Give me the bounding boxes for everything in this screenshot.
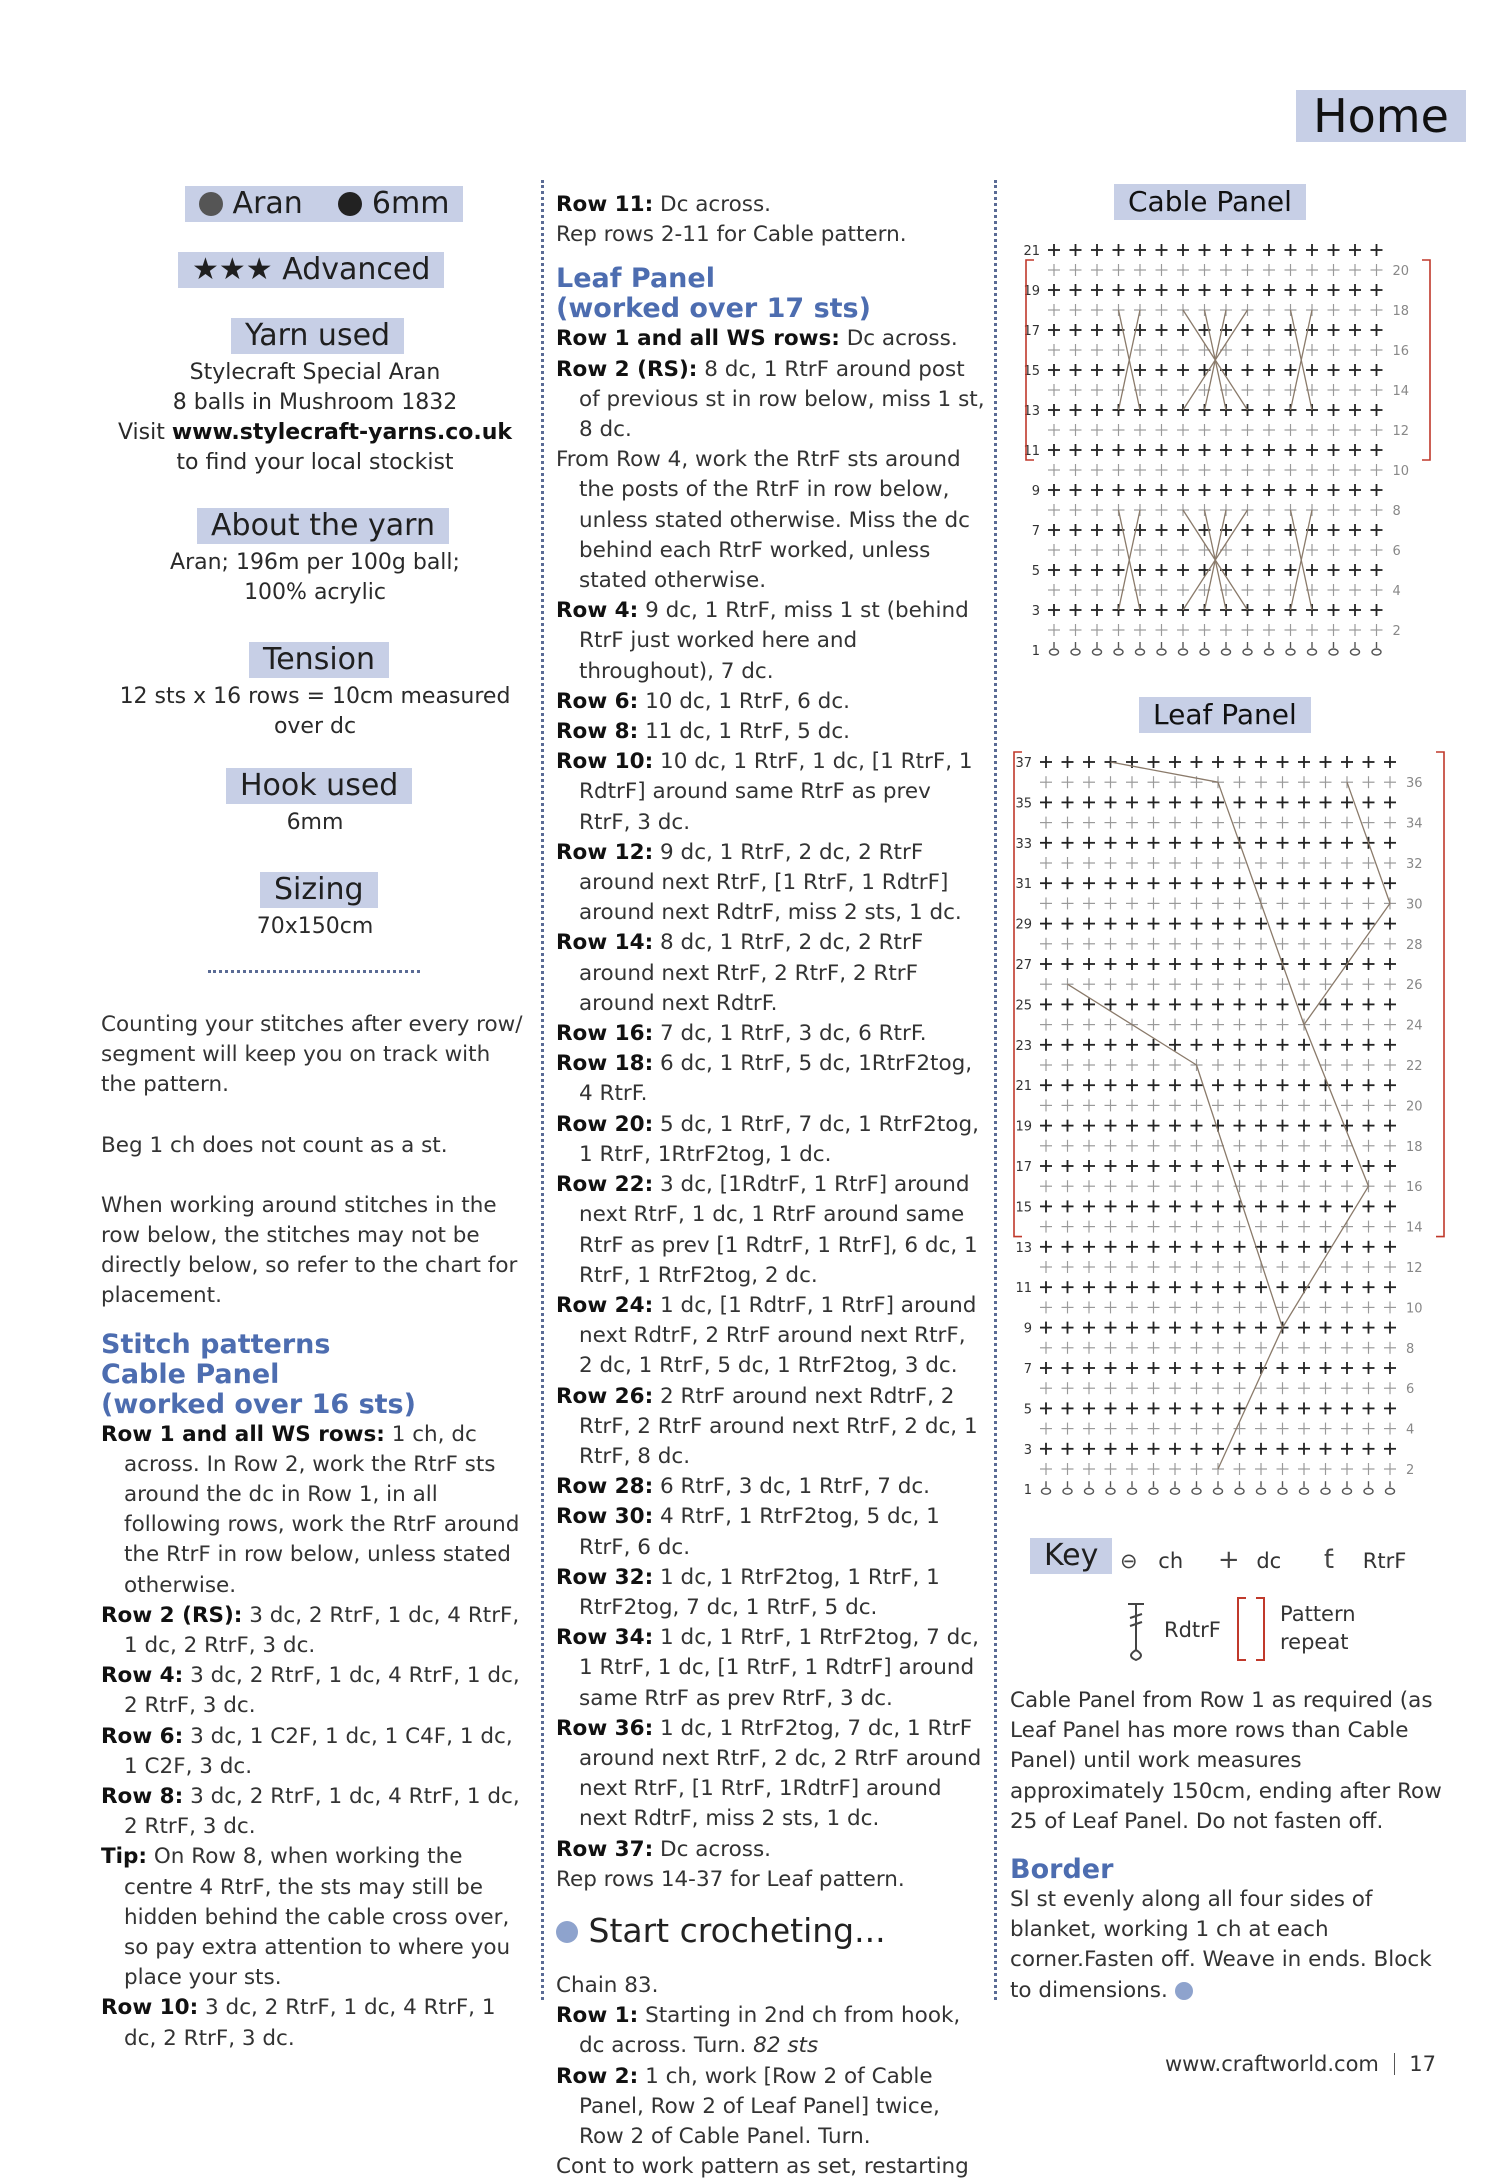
row-label: Row 2 (RS): bbox=[101, 1602, 243, 1628]
key-rtrf-label: RtrF bbox=[1362, 1549, 1407, 1573]
row-text: 1 ch, dc across. In Row 2, work the RtrF sts around the dc in Row 1, in all following rows, work the RtrF around the RtrF in row below, unless stated otherwise. bbox=[124, 1421, 520, 1598]
row-number-right: 36 bbox=[1406, 776, 1423, 792]
leaf-row-10 bbox=[556, 1019, 986, 1049]
column-divider-left bbox=[541, 180, 544, 2000]
visit-prefix: Visit bbox=[117, 420, 172, 445]
row-label: Row 22: bbox=[556, 1172, 654, 1198]
about-yarn-title: About the yarn bbox=[197, 508, 449, 544]
leaf-row-21 bbox=[556, 1835, 986, 1865]
cable-row-cont-1 bbox=[556, 190, 986, 220]
leaf-row-12 bbox=[556, 1110, 986, 1170]
row-number-left: 21 bbox=[1015, 1079, 1032, 1095]
cable-row-4 bbox=[101, 1722, 526, 1782]
row-number-left: 15 bbox=[1015, 1200, 1032, 1216]
key-ch-label: ch bbox=[1158, 1549, 1184, 1573]
chain-symbol-icon: ⊖ bbox=[1120, 1549, 1138, 1573]
row-number-right: 16 bbox=[1392, 344, 1410, 359]
chain-stitch bbox=[1192, 1488, 1201, 1494]
chain-stitch bbox=[1171, 1488, 1180, 1494]
row-number-right: 6 bbox=[1406, 1382, 1415, 1398]
yarn-ball-icon bbox=[199, 192, 223, 216]
row-text: 1 dc, 1 RtrF, 1 RtrF2tog, 7 dc, 1 RtrF, 1 dc, [1 RtrF, 1 RdtrF] around same RtrF as prev RtrF, 3 dc. bbox=[579, 1625, 979, 1711]
row-number-right: 4 bbox=[1392, 584, 1401, 599]
row-text: 11 dc, 1 RtrF, 5 dc. bbox=[638, 719, 850, 745]
row-number-left: 1 bbox=[1023, 1483, 1032, 1499]
yarn-ball-icon bbox=[556, 1921, 578, 1943]
key-repeat-line-1: Pattern bbox=[1280, 1602, 1356, 1626]
row-number-left: 7 bbox=[1031, 524, 1040, 539]
yarn-ball-end-icon bbox=[1175, 1982, 1193, 2000]
key-title: Key bbox=[1030, 1538, 1112, 1574]
row-text: Chain 83. bbox=[556, 1972, 659, 1998]
chain-stitch bbox=[1157, 649, 1166, 655]
row-label: Row 26: bbox=[556, 1383, 654, 1409]
yarn-weight-badge bbox=[185, 186, 463, 222]
row-number-right: 34 bbox=[1406, 816, 1423, 832]
stitch-count: 82 sts bbox=[753, 2033, 819, 2059]
right-text-column bbox=[1010, 1686, 1450, 2006]
leaf-row-18 bbox=[556, 1563, 986, 1623]
row-number-left: 7 bbox=[1023, 1362, 1032, 1377]
chain-stitch bbox=[1071, 649, 1080, 655]
yarn-used-title: Yarn used bbox=[231, 318, 404, 354]
border-paragraph bbox=[1010, 1885, 1450, 2006]
row-number-right: 4 bbox=[1406, 1422, 1415, 1438]
row-number-left: 31 bbox=[1015, 877, 1032, 893]
leaf-post-line bbox=[1111, 762, 1219, 782]
row-text: 3 dc, [1RdtrF, 1 RtrF] around next RtrF, 1 dc, 1 RtrF around same RtrF as prev [1 RdtrF, 1 RtrF], 6 dc, 1 RtrF, 1 RtrF2tog, 2 dc. bbox=[579, 1172, 978, 1288]
row-label: Tip: bbox=[101, 1844, 148, 1870]
row-number-left: 29 bbox=[1015, 917, 1032, 933]
row-text: 8 dc, 1 RtrF around post of previous st in row below, miss 1 st, 8 dc. bbox=[579, 356, 985, 443]
stylecraft-link[interactable]: www.stylecraft-yarns.co.uk bbox=[171, 420, 513, 445]
row-number-right: 18 bbox=[1392, 304, 1410, 319]
chain-stitch bbox=[1243, 649, 1252, 655]
row-text: 5 dc, 1 RtrF, 7 dc, 1 RtrF2tog, 1 RtrF, 1RtrF2tog, 1 dc. bbox=[579, 1111, 979, 1167]
row-number-right: 10 bbox=[1392, 464, 1410, 479]
rdtrf-symbol-icon bbox=[1124, 1600, 1148, 1662]
cable-rows-continued bbox=[556, 190, 986, 250]
leaf-row-20 bbox=[556, 1714, 986, 1835]
row-number-right: 20 bbox=[1392, 264, 1410, 279]
row-label: Row 10: bbox=[101, 1995, 199, 2021]
chain-stitch bbox=[1222, 649, 1231, 655]
footer bbox=[1165, 2052, 1436, 2076]
row-text: 2 RtrF around next RdtrF, 2 RtrF, 2 RtrF around next RtrF, 2 dc, 1 RtrF, 8 dc. bbox=[579, 1383, 978, 1469]
leaf-row-3 bbox=[556, 445, 986, 596]
section-tab-home: Home bbox=[1296, 90, 1466, 142]
row-label: Row 37: bbox=[556, 1836, 654, 1862]
border-text: Sl st evenly along all four sides of blanket, working 1 ch at each corner.Fasten off. Weave in ends. Block to dimensions. bbox=[1010, 1887, 1432, 2003]
row-number-right: 28 bbox=[1406, 937, 1423, 953]
tension-line-2: over dc bbox=[273, 714, 357, 739]
row-number-left: 9 bbox=[1023, 1321, 1032, 1337]
row-number-left: 17 bbox=[1023, 324, 1040, 339]
difficulty-label: Advanced bbox=[282, 252, 431, 287]
chain-stitch bbox=[1286, 649, 1295, 655]
leaf-row-2 bbox=[556, 355, 986, 446]
row-label: Row 11: bbox=[556, 192, 654, 217]
cable-row-2 bbox=[101, 1601, 526, 1661]
chain-stitch bbox=[1093, 649, 1102, 655]
row-label: Row 8: bbox=[101, 1784, 184, 1810]
rtrf-symbol-icon: ƭ bbox=[1323, 1545, 1335, 1575]
row-number-right: 14 bbox=[1392, 384, 1410, 399]
row-number-left: 3 bbox=[1031, 604, 1040, 619]
star-rating-icon: ★★★ bbox=[192, 252, 273, 287]
leaf-row-13 bbox=[556, 1170, 986, 1291]
sizing-value: 70x150cm bbox=[256, 914, 374, 939]
start-title-text: Start crocheting... bbox=[588, 1910, 886, 1950]
row-text: 3 dc, 2 RtrF, 1 dc, 4 RtrF, 1 dc, 2 RtrF, 3 dc. bbox=[124, 1784, 520, 1840]
row-text: 10 dc, 1 RtrF, 6 dc. bbox=[638, 688, 850, 714]
cable-chart-title: Cable Panel bbox=[1114, 184, 1306, 220]
row-label: Row 4: bbox=[101, 1663, 184, 1689]
chain-stitch bbox=[1063, 1488, 1072, 1494]
row-number-right: 22 bbox=[1406, 1059, 1423, 1074]
leaf-row-5 bbox=[556, 687, 986, 717]
row-text: 3 dc, 1 C2F, 1 dc, 1 C4F, 1 dc, 1 C2F, 3 dc. bbox=[124, 1723, 513, 1779]
dc-symbol-icon: + bbox=[1217, 1545, 1240, 1575]
row-number-right: 12 bbox=[1406, 1261, 1423, 1276]
chain-stitch bbox=[1085, 1488, 1094, 1494]
row-text: 4 RtrF, 1 RtrF2tog, 5 dc, 1 RtrF, 6 dc. bbox=[579, 1504, 940, 1560]
leaf-row-11 bbox=[556, 1049, 986, 1109]
dotted-divider bbox=[208, 970, 420, 973]
repeat-bracket-right bbox=[1422, 260, 1430, 460]
row-number-left: 21 bbox=[1023, 244, 1040, 259]
yarn-weight-label: Aran bbox=[232, 186, 303, 221]
row-text: 1 dc, 1 RtrF2tog, 7 dc, 1 RtrF around next RtrF, 2 dc, 2 RtrF around next RtrF, [1 RtrF, 1RdtrF] around next RdtrF, miss 2 sts, 1 dc. bbox=[579, 1715, 982, 1832]
row-label: Row 36: bbox=[556, 1715, 654, 1741]
chain-stitch bbox=[1278, 1488, 1287, 1494]
chain-stitch bbox=[1050, 649, 1059, 655]
row-number-left: 17 bbox=[1015, 1160, 1032, 1175]
row-text: Cont to work pattern as set, restarting bbox=[556, 2154, 969, 2180]
row-label: Row 14: bbox=[556, 930, 654, 956]
row-number-right: 30 bbox=[1406, 897, 1423, 913]
tension-line-1: 12 sts x 16 rows = 10cm measured bbox=[119, 684, 511, 709]
row-label: Row 16: bbox=[556, 1021, 654, 1047]
row-label: Row 30: bbox=[556, 1504, 654, 1530]
cable-rows-list bbox=[101, 1420, 526, 2054]
row-label: Row 34: bbox=[556, 1625, 654, 1651]
chain-stitch bbox=[1321, 1488, 1330, 1494]
chain-stitch bbox=[1329, 649, 1338, 655]
row-label: Row 12: bbox=[556, 839, 654, 865]
hook-icon bbox=[338, 192, 362, 216]
row-number-left: 27 bbox=[1015, 958, 1032, 973]
yarn-used-line-2: 8 balls in Mushroom 1832 bbox=[172, 390, 458, 415]
about-line-1: Aran; 196m per 100g ball; bbox=[170, 550, 460, 575]
chain-stitch bbox=[1214, 1488, 1223, 1494]
row-number-left: 35 bbox=[1015, 796, 1032, 812]
row-text: 10 dc, 1 RtrF, 1 dc, [1 RtrF, 1 RdtrF] around same RtrF as prev RtrF, 3 dc. bbox=[579, 749, 973, 835]
cable-panel-chart bbox=[1020, 236, 1440, 686]
row-number-right: 14 bbox=[1406, 1220, 1423, 1236]
row-number-left: 1 bbox=[1031, 644, 1040, 659]
cable-panel-subheading: (worked over 16 sts) bbox=[101, 1388, 416, 1420]
chain-stitch bbox=[1114, 649, 1123, 655]
row-number-left: 15 bbox=[1023, 364, 1040, 379]
sizing-title: Sizing bbox=[260, 872, 378, 908]
cable-row-3 bbox=[101, 1661, 526, 1721]
leaf-row-22 bbox=[556, 1865, 986, 1895]
leaf-row-9 bbox=[556, 928, 986, 1019]
row-label: Row 32: bbox=[556, 1564, 654, 1590]
pattern-repeat-bracket-icon bbox=[1236, 1596, 1266, 1662]
row-number-right: 24 bbox=[1406, 1018, 1423, 1034]
row-number-right: 8 bbox=[1392, 504, 1401, 519]
row-number-left: 9 bbox=[1031, 484, 1040, 499]
chain-stitch bbox=[1042, 1488, 1051, 1494]
start-rows-list bbox=[556, 1971, 986, 2182]
row-number-left: 19 bbox=[1023, 284, 1040, 299]
row-number-left: 33 bbox=[1015, 836, 1032, 852]
leaf-post-line bbox=[1218, 1328, 1283, 1469]
row-number-left: 5 bbox=[1023, 1402, 1032, 1418]
chain-stitch bbox=[1300, 1488, 1309, 1494]
row-number-right: 2 bbox=[1406, 1463, 1415, 1478]
difficulty-badge bbox=[178, 252, 444, 288]
cable-row-6 bbox=[101, 1842, 526, 1993]
row-number-left: 37 bbox=[1015, 756, 1032, 771]
visit-suffix: to find your local stockist bbox=[176, 450, 454, 475]
row-text: 3 dc, 2 RtrF, 1 dc, 4 RtrF, 1 dc, 2 RtrF, 3 dc. bbox=[124, 1602, 520, 1659]
row-number-right: 18 bbox=[1406, 1139, 1423, 1155]
continue-pattern-text: Cable Panel from Row 1 as required (as Leaf Panel has more rows than Cable Panel) until work measures approximately 150cm, ending after Row 25 of Leaf Panel. Do not fasten off. bbox=[1010, 1688, 1442, 1834]
chain-stitch bbox=[1308, 649, 1317, 655]
row-number-left: 11 bbox=[1015, 1281, 1032, 1297]
row-number-right: 10 bbox=[1406, 1301, 1423, 1317]
row-text: From Row 4, work the RtrF sts around the posts of the RtrF in row below, unless stated otherwise. Miss the dc behind each RtrF worked, unless stated otherwise. bbox=[556, 447, 970, 594]
row-text: 6 RtrF, 3 dc, 1 RtrF, 7 dc. bbox=[653, 1474, 931, 1500]
tension-info bbox=[100, 682, 530, 742]
start-row-3 bbox=[556, 2062, 986, 2153]
row-text: Starting in 2nd ch from hook, dc across. Turn. bbox=[579, 2003, 961, 2059]
key-dc-label: dc bbox=[1256, 1549, 1282, 1573]
row-number-left: 23 bbox=[1015, 1038, 1032, 1054]
row-number-left: 19 bbox=[1015, 1119, 1032, 1135]
chain-stitch bbox=[1200, 649, 1209, 655]
about-line-2: 100% acrylic bbox=[244, 580, 386, 605]
hook-size-label: 6mm bbox=[371, 186, 450, 221]
leaf-row-1 bbox=[556, 324, 986, 354]
middle-text-column bbox=[556, 190, 986, 2182]
row-text: 1 dc, 1 RtrF2tog, 1 RtrF, 1 RtrF2tog, 7 dc, 1 RtrF, 5 dc. bbox=[579, 1564, 940, 1620]
row-label: Row 18: bbox=[556, 1051, 654, 1077]
start-row-1 bbox=[556, 1971, 986, 2001]
cable-row-5 bbox=[101, 1782, 526, 1842]
leaf-row-17 bbox=[556, 1502, 986, 1562]
row-number-left: 13 bbox=[1023, 404, 1040, 419]
row-label: Row 1: bbox=[556, 2003, 639, 2029]
leaf-row-16 bbox=[556, 1472, 986, 1502]
tip-beg-ch: Beg 1 ch does not count as a st. bbox=[101, 1132, 448, 1158]
leaf-post-line bbox=[1304, 1025, 1369, 1187]
cable-row-cont-2 bbox=[556, 220, 986, 250]
row-label: Row 28: bbox=[556, 1474, 654, 1500]
leaf-row-7 bbox=[556, 747, 986, 838]
stitch-patterns-heading: Stitch patterns bbox=[101, 1328, 331, 1360]
row-text: 9 dc, 1 RtrF, miss 1 st (behind RtrF just worked here and throughout), 7 dc. bbox=[579, 598, 969, 684]
row-text: 7 dc, 1 RtrF, 3 dc, 6 RtrF. bbox=[653, 1021, 927, 1047]
start-crocheting-heading bbox=[556, 1911, 986, 1951]
row-text: On Row 8, when working the centre 4 RtrF, the sts may still be hidden behind the cable cross over, so pay extra attention to where you place your sts. bbox=[124, 1844, 511, 1991]
row-number-right: 16 bbox=[1406, 1180, 1423, 1196]
yarn-used-info bbox=[100, 358, 530, 478]
leaf-row-19 bbox=[556, 1623, 986, 1714]
row-number-right: 20 bbox=[1406, 1099, 1423, 1115]
key-rdtrf-label: RdtrF bbox=[1164, 1618, 1221, 1642]
row-label: Row 20: bbox=[556, 1111, 654, 1137]
row-number-right: 26 bbox=[1406, 978, 1423, 994]
tension-title: Tension bbox=[249, 642, 389, 678]
row-number-right: 2 bbox=[1392, 624, 1401, 639]
row-text: 8 dc, 1 RtrF, 2 dc, 2 RtrF around next RtrF, 2 RtrF, 2 RtrF around next RdtrF. bbox=[579, 930, 924, 1016]
row-label: Row 10: bbox=[556, 749, 654, 775]
row-text: 3 dc, 2 RtrF, 1 dc, 4 RtrF, 1 dc, 2 RtrF, 3 dc. bbox=[124, 1663, 520, 1719]
row-label: Row 2 (RS): bbox=[556, 356, 698, 382]
page-number: 17 bbox=[1409, 2052, 1436, 2076]
chain-stitch bbox=[1386, 1488, 1395, 1494]
row-number-right: 6 bbox=[1392, 544, 1401, 559]
hook-used-title: Hook used bbox=[226, 768, 412, 804]
row-text: 6 dc, 1 RtrF, 5 dc, 1RtrF2tog, 4 RtrF. bbox=[579, 1051, 973, 1107]
chain-stitch bbox=[1106, 1488, 1115, 1494]
row-number-left: 3 bbox=[1023, 1442, 1032, 1458]
cable-row-1 bbox=[101, 1420, 526, 1601]
key-repeat-line-2: repeat bbox=[1280, 1630, 1349, 1654]
row-number-left: 25 bbox=[1015, 998, 1032, 1014]
row-text: Dc across. bbox=[653, 192, 772, 217]
cable-panel-heading: Cable Panel bbox=[101, 1358, 280, 1390]
row-number-left: 5 bbox=[1031, 564, 1040, 579]
row-label: Row 2: bbox=[556, 2063, 639, 2089]
row-text: 1 ch, work [Row 2 of Cable Panel, Row 2 of Leaf Panel] twice, Row 2 of Cable Panel. Turn. bbox=[579, 2063, 940, 2149]
hook-used-value: 6mm bbox=[286, 810, 344, 835]
chain-stitch bbox=[1265, 649, 1274, 655]
chain-stitch bbox=[1149, 1488, 1158, 1494]
row-label: Row 1 and all WS rows: bbox=[556, 326, 840, 352]
footer-url[interactable]: www.craftworld.com bbox=[1164, 2052, 1379, 2076]
leaf-panel-heading: Leaf Panel bbox=[556, 263, 715, 295]
chain-stitch bbox=[1235, 1488, 1244, 1494]
chain-stitch bbox=[1343, 1488, 1352, 1494]
start-row-4 bbox=[556, 2152, 986, 2182]
row-number-left: 11 bbox=[1023, 444, 1040, 459]
leaf-row-6 bbox=[556, 717, 986, 747]
row-text: 9 dc, 1 RtrF, 2 dc, 2 RtrF around next RtrF, [1 RtrF, 1 RdtrF] around next RdtrF, miss 2 sts, 1 dc. bbox=[579, 839, 962, 926]
chain-stitch bbox=[1136, 649, 1145, 655]
chain-stitch bbox=[1257, 1488, 1266, 1494]
row-text: Dc across. bbox=[839, 326, 958, 352]
row-label: Row 6: bbox=[556, 688, 639, 714]
leaf-row-15 bbox=[556, 1382, 986, 1473]
visit-line bbox=[100, 418, 530, 448]
chain-stitch bbox=[1128, 1488, 1137, 1494]
row-text: Dc across. bbox=[653, 1836, 772, 1862]
leaf-row-8 bbox=[556, 838, 986, 929]
leaf-panel-subheading: (worked over 17 sts) bbox=[556, 293, 871, 325]
cable-row-7 bbox=[101, 1993, 526, 2053]
chain-stitch bbox=[1364, 1488, 1373, 1494]
row-label: Row 8: bbox=[556, 719, 639, 745]
row-number-right: 12 bbox=[1392, 424, 1410, 439]
row-label: Row 4: bbox=[556, 598, 639, 624]
start-row-2 bbox=[556, 2001, 986, 2061]
row-text: 1 dc, [1 RdtrF, 1 RtrF] around next RdtrF, 2 RtrF around next RtrF, 2 dc, 1 RtrF, 5 dc, 1 RtrF2tog, 3 dc. bbox=[579, 1292, 977, 1379]
row-text: 3 dc, 2 RtrF, 1 dc, 4 RtrF, 1 dc, 2 RtrF, 3 dc. bbox=[124, 1995, 496, 2051]
row-number-left: 13 bbox=[1015, 1240, 1032, 1256]
chain-stitch bbox=[1351, 649, 1360, 655]
row-number-right: 32 bbox=[1406, 857, 1423, 872]
tip-working-around: When working around stitches in the row below, the stitches may not be directly below, so refer to the chart for placement. bbox=[101, 1192, 518, 1309]
key-row-1 bbox=[1120, 1545, 1406, 1575]
leaf-panel-chart bbox=[1010, 748, 1450, 1516]
leaf-row-14 bbox=[556, 1291, 986, 1382]
chain-stitch bbox=[1372, 649, 1381, 655]
row-text: Rep rows 2-11 for Cable pattern. bbox=[556, 222, 907, 248]
chain-stitch bbox=[1179, 649, 1188, 655]
about-yarn-info bbox=[100, 548, 530, 608]
row-text: Rep rows 14-37 for Leaf pattern. bbox=[556, 1866, 905, 1892]
leaf-chart-title: Leaf Panel bbox=[1139, 697, 1311, 733]
row-number-right: 8 bbox=[1406, 1341, 1415, 1357]
yarn-used-line-1: Stylecraft Special Aran bbox=[189, 360, 441, 385]
border-heading: Border bbox=[1010, 1854, 1114, 1886]
row-label: Row 6: bbox=[101, 1723, 184, 1749]
leaf-row-4 bbox=[556, 596, 986, 687]
column-divider-right bbox=[994, 180, 997, 2000]
tip-counting: Counting your stitches after every row/ segment will keep you on track with the pattern. bbox=[101, 1012, 523, 1098]
leaf-rows-list bbox=[556, 324, 986, 1895]
row-label: Row 24: bbox=[556, 1292, 654, 1318]
row-label: Row 1 and all WS rows: bbox=[101, 1421, 385, 1447]
repeat-bracket-right bbox=[1436, 752, 1444, 1237]
left-text-column bbox=[101, 1010, 526, 2054]
